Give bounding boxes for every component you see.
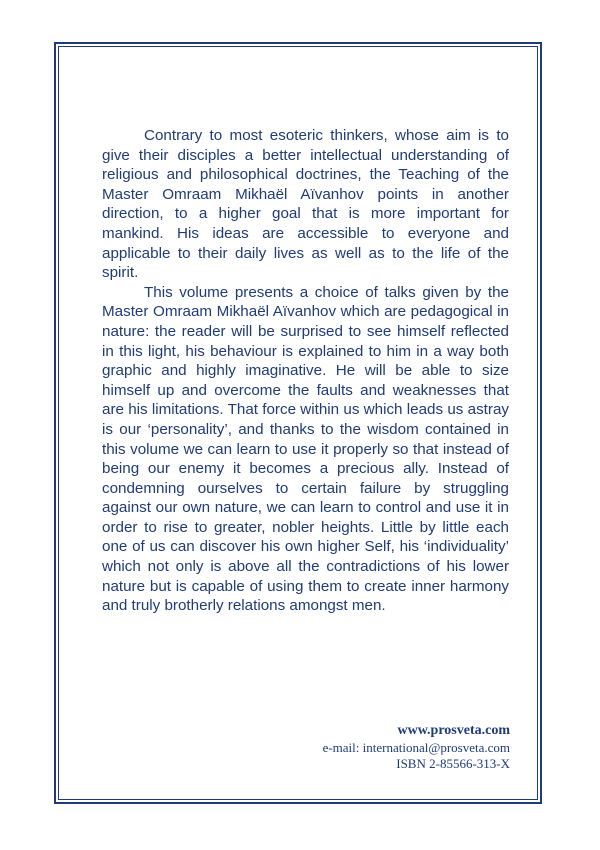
publisher-info xyxy=(323,722,510,772)
isbn-text: ISBN 2-85566-313-X xyxy=(396,756,510,771)
email-text[interactable]: e-mail: international@prosveta.com xyxy=(322,740,510,755)
cover-text xyxy=(102,126,509,616)
paragraph-1: Contrary to most esoteric thinkers, whose aim is to give their disciples a better intellectual understanding of religious and philosophical doctrines, the Teaching of the Master Omraam Mikhaël Aïvanhov points in another direction, to a higher goal that is more important for mankind. His ideas are accessible to everyone and applicable to their daily lives as well as to the life of the spirit. xyxy=(102,127,509,282)
website-link[interactable]: www.prosveta.com xyxy=(397,723,510,738)
paragraph-2: This volume presents a choice of talks given by the Master Omraam Mikhaël Aïvanhov which are pedagogical in nature: the reader will be surprised to see himself reflected in this light, his behaviour is explained to him in a way both graphic and highly imaginative. He will be able to size himself up and overcome the faults and weaknesses that are his limitations. That force within us which leads us astray is our ‘personality’, and thanks to the wisdom contained in this volume we can learn to use it properly so that instead of being our enemy it becomes a precious ally. Instead of condemning ourselves to certain failure by struggling against our own nature, we can learn to control and use it in order to rise to greater, nobler heights. Little by little each one of us can discover his own higher Self, his ‘individuality’ which not only is above all the contradictions of his lower nature but is capable of using them to create inner harmony and truly brotherly relations amongst men. xyxy=(102,283,509,615)
